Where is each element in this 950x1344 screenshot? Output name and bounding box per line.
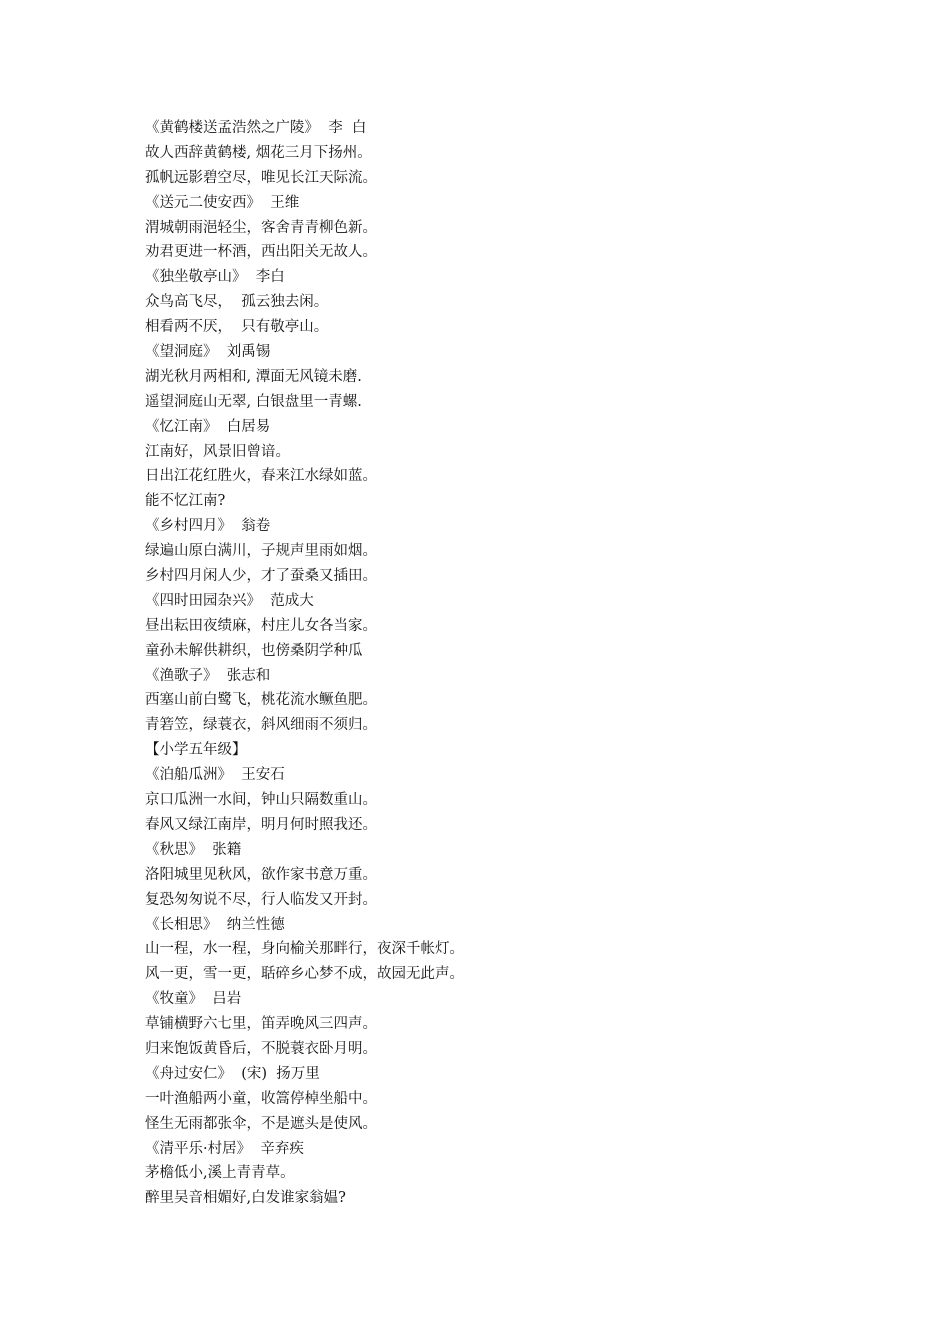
verse-line: 童孙未解供耕织，也傍桑阴学种瓜 (145, 642, 363, 659)
verse-line: 西塞山前白鹭飞，桃花流水鳜鱼肥。 (145, 692, 377, 709)
verse-line: 遥望洞庭山无翠, 白银盘里一青螺. (145, 393, 362, 410)
verse-line: 风一更，雪一更，聒碎乡心梦不成，故园无此声。 (145, 966, 464, 983)
section-heading: 【小学五年级】 (145, 742, 247, 759)
verse-line: 众鸟高飞尽， 孤云独去闲。 (145, 294, 329, 311)
verse-line: 茅檐低小,溪上青青草。 (145, 1165, 295, 1182)
poem-title: 《乡村四月》 翁卷 (145, 518, 271, 535)
poem-title: 《牧童》 吕岩 (145, 991, 242, 1008)
verse-line: 日出江花红胜火，春来江水绿如蓝。 (145, 468, 377, 485)
poem-title: 《四时田园杂兴》 范成大 (145, 592, 314, 609)
verse-line: 能不忆江南? (145, 493, 226, 510)
verse-line: 怪生无雨都张伞，不是遮头是使风。 (145, 1115, 377, 1132)
poem-title: 《独坐敬亭山》 李白 (145, 269, 285, 286)
verse-line: 故人西辞黄鹤楼, 烟花三月下扬州。 (145, 144, 372, 161)
verse-line: 相看两不厌， 只有敬亭山。 (145, 319, 329, 336)
verse-line: 渭城朝雨浥轻尘，客舍青青柳色新。 (145, 219, 377, 236)
poem-title: 《忆江南》 白居易 (145, 418, 271, 435)
poem-title: 《送元二使安西》 王维 (145, 194, 300, 211)
poem-title: 《黄鹤楼送孟浩然之广陵》 李 白 (145, 120, 367, 136)
verse-line: 绿遍山原白满川，子规声里雨如烟。 (145, 543, 377, 560)
poem-title: 《长相思》 纳兰性德 (145, 916, 285, 933)
poem-title: 《清平乐·村居》 辛弃疾 (145, 1140, 304, 1157)
poem-title: 《秋思》 张籍 (145, 841, 242, 858)
poem-title: 《望洞庭》 刘禹锡 (145, 344, 271, 361)
verse-line: 江南好，风景旧曾谙。 (145, 443, 290, 460)
verse-line: 复恐匆匆说不尽，行人临发又开封。 (145, 891, 377, 908)
verse-line: 洛阳城里见秋风，欲作家书意万重。 (145, 866, 377, 883)
verse-line: 一叶渔船两小童，收篙停棹坐船中。 (145, 1090, 377, 1107)
verse-line: 春风又绿江南岸，明月何时照我还。 (145, 816, 377, 833)
verse-line: 山一程，水一程，身向榆关那畔行，夜深千帐灯。 (145, 941, 464, 958)
verse-line: 醉里吴音相媚好,白发谁家翁媪? (145, 1190, 346, 1207)
poem-title: 《渔歌子》 张志和 (145, 667, 271, 684)
poem-list (145, 116, 845, 1211)
verse-line: 劝君更进一杯酒，西出阳关无故人。 (145, 244, 377, 261)
verse-line: 草铺横野六七里，笛弄晚风三四声。 (145, 1016, 377, 1033)
poem-title: 《泊船瓜洲》 王安石 (145, 767, 285, 784)
verse-line: 归来饱饭黄昏后，不脱蓑衣卧月明。 (145, 1040, 377, 1057)
verse-line: 昼出耘田夜绩麻，村庄儿女各当家。 (145, 617, 377, 634)
verse-line: 湖光秋月两相和, 潭面无风镜未磨. (145, 368, 362, 385)
verse-line: 乡村四月闲人少，才了蚕桑又插田。 (145, 568, 377, 585)
poem-title: 《舟过安仁》 (宋) 扬万里 (145, 1065, 320, 1082)
verse-line: 孤帆远影碧空尽，唯见长江天际流。 (145, 169, 377, 186)
verse-line: 京口瓜洲一水间，钟山只隔数重山。 (145, 792, 377, 809)
verse-line: 青箬笠，绿蓑衣，斜风细雨不须归。 (145, 717, 377, 734)
